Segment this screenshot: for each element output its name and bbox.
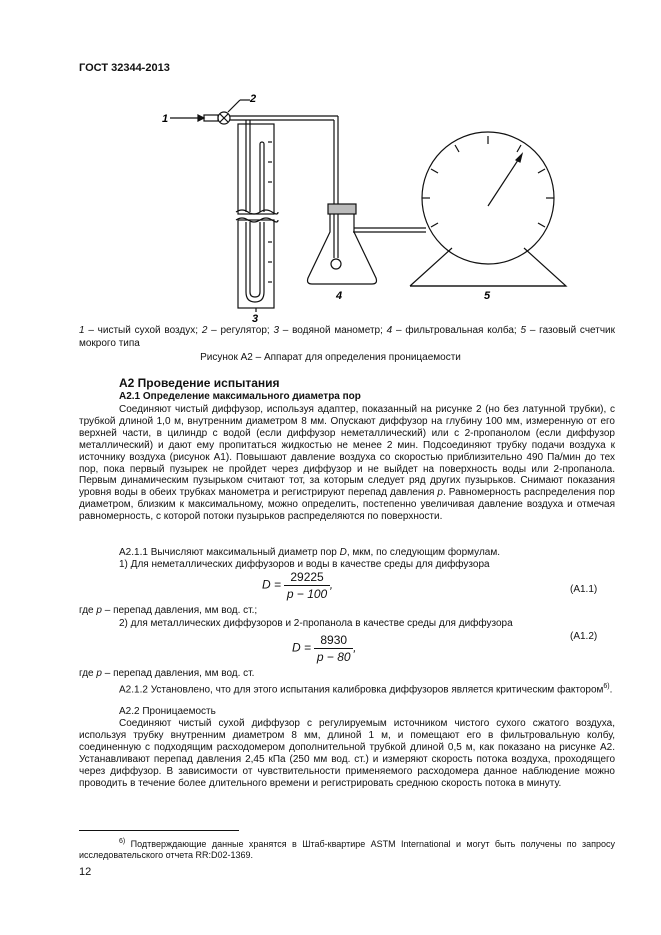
legend-num-5: 5 [520, 325, 527, 336]
where-1: где p – перепад давления, мм вод. ст.; [79, 605, 258, 616]
section-title: А2 Проведение испытания [119, 376, 280, 390]
figure-caption: Рисунок А2 – Аппарат для определения проницаемости [200, 352, 461, 363]
figure-legend: 1 – чистый сухой воздух; 2 – регулятор; 3 – водяной манометр; 4 – фильтровальная колба; 5 – газовый счетчик мокрого типа [79, 325, 616, 349]
paragraph-a212: А2.1.2 Установлено, что для этого испытания калибровка диффузоров является критическим фактором$^{6)}$. [119, 683, 613, 696]
formula-a1-2: D = $\frac{8930}{p - 80}$ , [292, 633, 357, 664]
paragraph-a21: Соединяют чистый диффузор, используя адаптер, показанный на рисунке 2 (но без латунной трубки), с трубкой длиной 1,0 м, внутренним диаметром 8 мм. Опускают диффузор на глубину 100 мм, измеренную от его верхней части, в цилиндр с водой (если диффузор неметаллический) или с 2-пропанолом (если диффузор металлический) и дают ему пропитаться жидкостью не менее 2 мин. Подсоединяют трубку подачи воздуха к источнику воздуха (рисунок А1). Повышают давление воздуха со скоростью приблизительно 490 Па/мин до тех пор, пока первый пузырек не пройдет через диффузор и не выйдет на поверхность воды или 2-пропанола. Первым динамическим пузырьком считают тот, за которым следует ряд других пузырьков. Снимают показания уровня воды в обеих трубках манометра и регистрируют перепад давления p. Равномерность распределения пор диаметром, близким к максимальному, можно определить, постепенно увеличивая давление воздуха и отмечая равномерность, с которой потоки пузырьков распределяются по поверхности. [79, 404, 615, 523]
subsection-title: А2.1 Определение максимального диаметра пор [119, 391, 361, 402]
label-3: 3 [252, 313, 259, 322]
footnote: $^{6)}$ Подтверждающие данные хранятся в Штаб-квартире ASTM International и могут быть получены по запросу исследовательского отчета RR:D02-1369. [79, 838, 615, 860]
formula-a1-1: D = $\frac{29225}{p - 100}$ , [262, 570, 334, 601]
legend-num-2: 2 [201, 325, 208, 336]
paragraph-a22: Соединяют чистый сухой диффузор с регулируемым источником чистого сухого сжатого воздуха, используя трубку внутренним диаметром 8 мм, длиной 1 м, и помещают его в фильтровальную колбу, соединенную с подходящим расходомером дополнительной трубкой длиной 0,5 м, как показано на рисунке А2. Устанавливают перепад давления 2,45 кПа (250 мм вод. ст.) и измеряют скорость потока воздуха, проходящего через диффузор. В зависимости от чувствительности применяемого расходомера данное наблюдение можно проводить в течение более длительного времени и регистрировать среднюю скорость потока в минуту. [79, 718, 615, 789]
subsection-a22: А2.2 Проницаемость [119, 706, 216, 717]
legend-num-4: 4 [386, 325, 393, 336]
label-2: 2 [250, 93, 257, 105]
equation-number-2: (А1.2) [570, 631, 598, 642]
legend-num-3: 3 [273, 325, 279, 336]
document-header: ГОСТ 32344-2013 [79, 62, 170, 74]
where-2: где p – перепад давления, мм вод. ст. [79, 668, 255, 679]
paragraph-a211: А2.1.1 Вычисляют максимальный диаметр пор D, мкм, по следующим формулам. [119, 547, 500, 558]
equation-number-1: (А1.1) [570, 584, 598, 595]
legend-num-1: 1 [79, 325, 85, 336]
footnote-divider [79, 830, 239, 831]
label-1: 1 [162, 113, 169, 125]
page-number: 12 [79, 866, 92, 878]
case-2: 2) для металлических диффузоров и 2-пропанола в качестве среды для диффузора [119, 618, 513, 629]
case-1: 1) Для неметаллических диффузоров и воды в качестве среды для диффузора [119, 559, 490, 570]
label-5: 5 [484, 290, 491, 302]
label-4: 4 [336, 290, 343, 302]
apparatus-figure [150, 82, 570, 322]
